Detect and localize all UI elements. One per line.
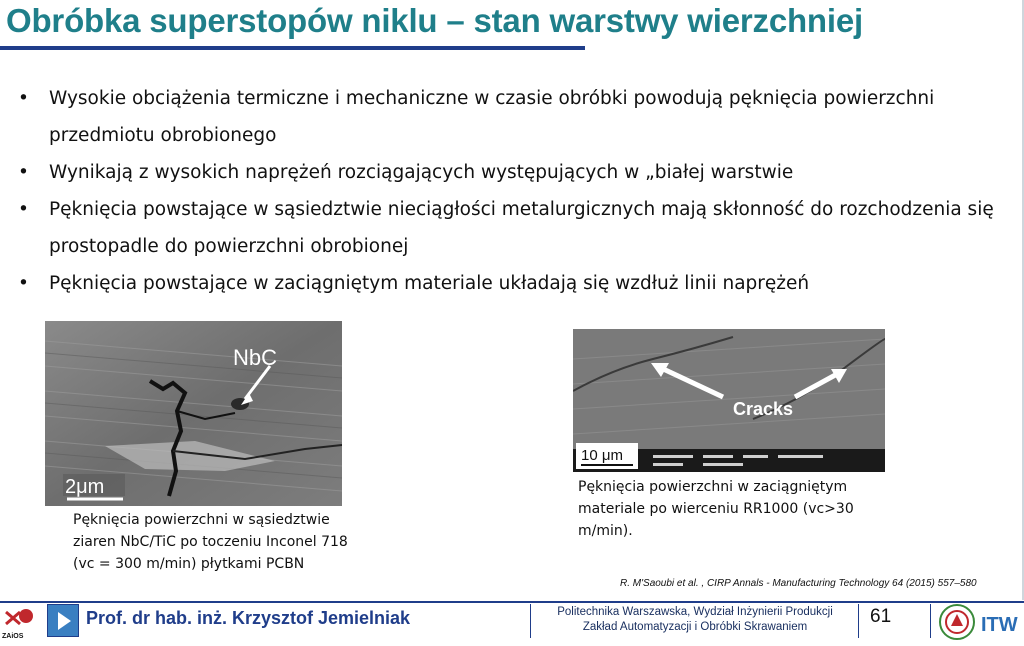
bullet-text: Wysokie obciążenia termiczne i mechaniczne w czasie obróbki powodują pęknięcia powierzchni przedmiotu obrobionego — [49, 88, 935, 146]
footer-divider — [930, 604, 931, 638]
caption-figure2: Pęknięcia powierzchni w zaciągniętym materiale po wierceniu RR1000 (vc>30 m/min). — [578, 479, 854, 539]
title-underline — [0, 46, 585, 50]
cracks-label: Cracks — [733, 399, 794, 419]
bullet-text: Wynikają z wysokich naprężeń rozciągających występujących w „białej warstwie — [49, 162, 794, 183]
itw-logo-text: ITW — [981, 614, 1018, 636]
bullet-dot: • — [18, 273, 29, 294]
micrograph-cracks-image — [573, 329, 885, 472]
bullet-list — [18, 80, 998, 302]
bullet-dot: • — [18, 88, 29, 109]
page-number: 61 — [870, 606, 892, 627]
scale-label-2um: 2μm — [65, 476, 105, 498]
bullet-item — [18, 80, 998, 154]
scale-label-10um: 10 μm — [581, 447, 623, 464]
micrograph-nbc-image — [45, 321, 342, 506]
nbc-label: NbC — [233, 345, 278, 370]
caption-figure1: Pęknięcia powierzchni w sąsiedztwie ziaren NbC/TiC po toczeniu Inconel 718 (vc = 300 m/min) płytkami PCBN — [73, 512, 348, 572]
bullet-dot: • — [18, 199, 29, 220]
footer-divider — [530, 604, 531, 638]
zaios-logo-text: ZAiOS — [2, 633, 24, 640]
bullet-item — [18, 154, 998, 191]
bullet-text: Pęknięcia powstające w zaciągniętym materiale układają się wzdłuż linii naprężeń — [49, 273, 810, 294]
bullet-item — [18, 265, 998, 302]
university-seal-icon — [938, 603, 976, 641]
bullet-dot: • — [18, 162, 29, 183]
footer-rule — [0, 601, 1024, 603]
play-button[interactable] — [47, 604, 79, 637]
reference-citation: R. M'Saoubi et al. , CIRP Annals - Manufacturing Technology 64 (2015) 557–580 — [620, 578, 977, 589]
itw-logo — [980, 606, 1022, 638]
institution-line1: Politechnika Warszawska, Wydział Inżynierii Produkcji — [557, 606, 833, 618]
author-name: Prof. dr hab. inż. Krzysztof Jemielniak — [86, 608, 411, 628]
footer-divider — [858, 604, 859, 638]
bullet-item — [18, 191, 998, 265]
institution-line2: Zakład Automatyzacji i Obróbki Skrawaniem — [582, 621, 808, 633]
micrograph-nbc — [45, 321, 342, 506]
bullet-text: Pęknięcia powstające w sąsiedztwie nieciągłości metalurgicznych mają skłonność do rozchodzenia się prostopadle do powierzchni obrobionej — [49, 199, 994, 257]
zaios-logo — [0, 604, 46, 640]
micrograph-cracks — [573, 329, 885, 472]
institution — [540, 605, 850, 635]
slide-title: Obróbka superstopów niklu – stan warstwy wierzchniej — [6, 2, 863, 39]
play-icon — [58, 612, 71, 630]
